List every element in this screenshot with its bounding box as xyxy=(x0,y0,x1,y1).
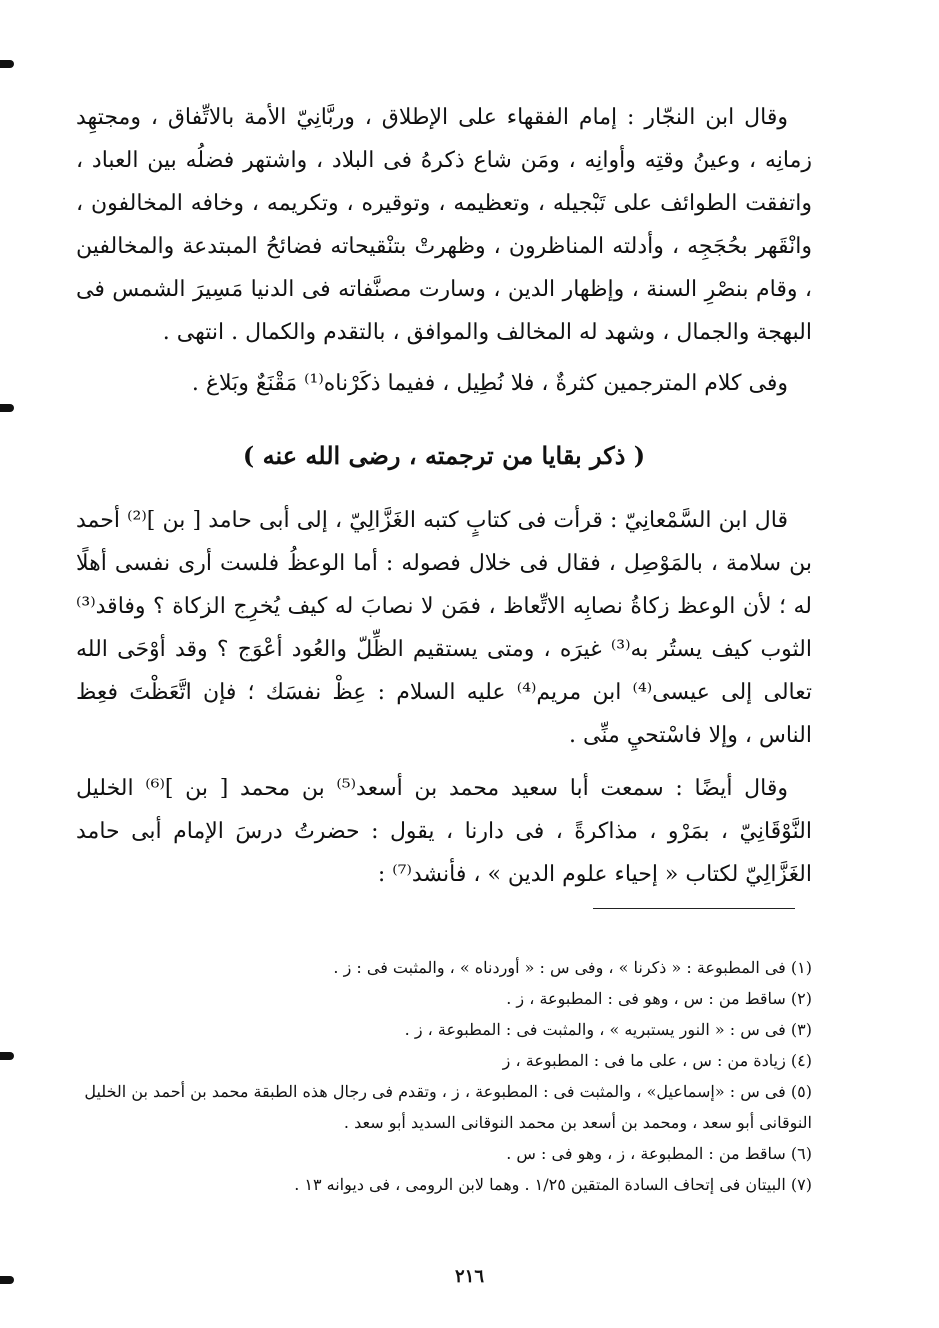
footnotes xyxy=(76,952,812,1200)
footnote: (٥) فى س : «إسماعيل» ، والمثبت فى : المطبوعة ، ز ، وتقدم فى رجال هذه الطبقة محمد بن أحمد بن الخليل النوقانى أبو سعد ، ومحمد بن أسعد بن محمد النوقانى السديد أبو سعد . xyxy=(84,1082,812,1132)
footnote: (٤) زيادة من : س ، على ما فى : المطبوعة ، ز xyxy=(502,1051,812,1070)
paragraph-translators: وفى كلام المترجمين كثرةٌ ، فلا نُطِيل ، ففيما ذكَرْناه⁽¹⁾ مَقْنَعٌ وبَلاغ . xyxy=(191,371,788,396)
footnote-separator xyxy=(593,908,795,909)
margin-mark xyxy=(0,404,14,412)
footnote: (٧) البيتان فى إتحاف السادة المتقين ١/٢٥ . وهما لابن الرومى ، فى ديوانه ١٣ . xyxy=(294,1175,812,1194)
paragraph-ibn-najjar: وقال ابن النجّار : إمام الفقهاء على الإطلاق ، وربَّانِيّ الأمة بالاتِّفاق ، ومجتهِد زمانِه ، وعينُ وقتِه وأوانِه ، ومَن شاع ذكرهُ فى البلاد ، واشتهر فضلُه بين العباد ، واتفقت الطوائف على تَبْجيله ، وتعظيمه ، وتوقيره ، وتكريمه ، وخافه المخالفون ، وانْقَهر بحُجَجِه ، وأدلته المناظرون ، وظهرتْ بتنْقيحاته فضائحُ المبتدعة والمخالفين ، وقام بنصْرِ السنة ، وإظهار الدين ، وسارت مصنَّفاته فى الدنيا مَسِيرَ الشمس فى البهجة والجمال ، وشهد له المخالف والموافق ، بالتقدم والكمال . انتهى . xyxy=(76,105,812,345)
section-heading: ( ذكر بقايا من ترجمته ، رضى الله عنه ) xyxy=(242,441,646,470)
footnote: (٢) ساقط من : س ، وهو فى : المطبوعة ، ز . xyxy=(506,989,812,1008)
page-number: ٢١٦ xyxy=(454,1266,484,1287)
footnote: (١) فى المطبوعة : « ذكرنا » ، وفى س : « أوردناه » ، والمثبت فى : ز . xyxy=(333,958,812,977)
margin-mark xyxy=(0,60,14,68)
paragraph-samani: قال ابن السَّمْعانِيّ : قرأت فى كتابٍ كتبه الغَزَّالِيّ ، إلى أبى حامد [ بن ]⁽²⁾ أحمد بن سلامة ، بالمَوْصِل ، فقال فى خلال فصوله : أما الوعظُ فلست أرى نفسى أهلًا له ؛ لأن الوعظ زكاةُ نصابِه الاتِّعاظ ، فمَن لا نصابَ له كيف يُخرِج الزكاة ؟ وفاقد⁽³⁾ الثوب كيف يستُر به⁽³⁾ غيرَه ، ومتى يستقيم الظِّلّ والعُود أعْوَج ؟ وقد أوْحَى الله تعالى إلى عيسى⁽⁴⁾ ابن مريم⁽⁴⁾ عليه السلام : عِظْ نفسَك ؛ فإن اتَّعَظْتَ فعِظ الناس ، وإلا فاسْتحيِ منِّى . xyxy=(76,508,812,748)
margin-mark xyxy=(0,1052,14,1060)
main-text-top xyxy=(76,96,812,405)
footnote: (٦) ساقط من : المطبوعة ، ز ، وهو فى : س . xyxy=(506,1144,812,1163)
main-text-bottom xyxy=(76,499,812,896)
footnote: (٣) فى س : « النور يستبريه » ، والمثبت فى : المطبوعة ، ز . xyxy=(404,1020,812,1039)
paragraph-nawqani: وقال أيضًا : سمعت أبا سعيد محمد بن أسعد⁽⁵⁾ بن محمد [ بن ]⁽⁶⁾ الخليل النَّوْقَانِيّ ، بمَرْو ، مذاكرةً ، فى دارنا ، يقول : حضرتُ درسَ الإمام أبى حامد الغَزَّالِيّ لكتاب « إحياء علوم الدين » ، فأنشد⁽⁷⁾ : xyxy=(76,776,812,887)
